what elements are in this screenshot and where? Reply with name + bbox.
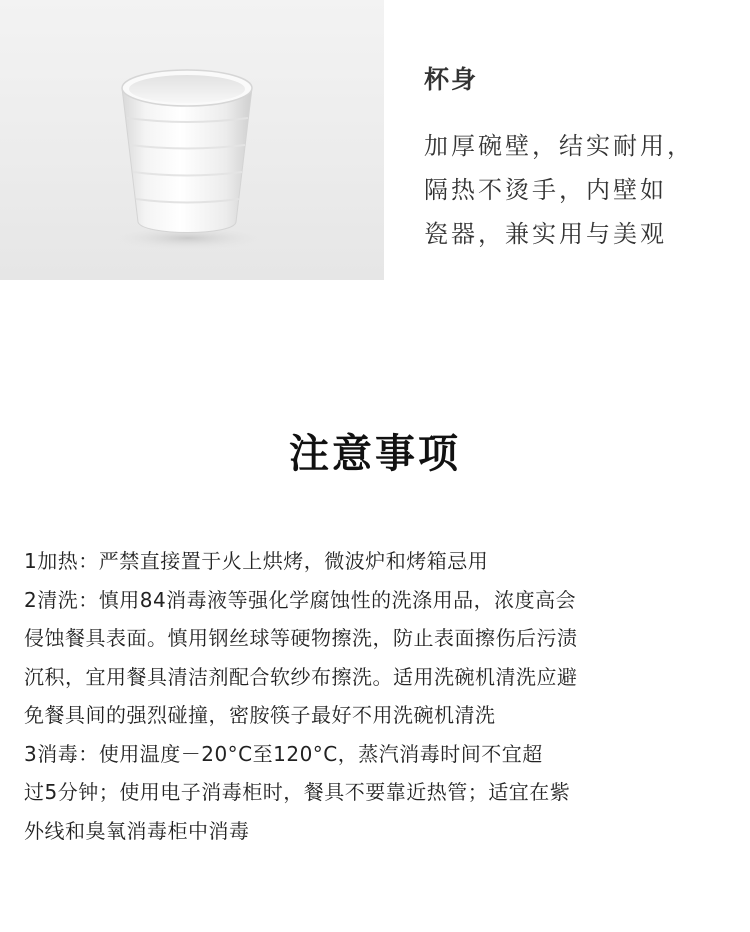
- product-photo: [0, 0, 384, 280]
- notice-line: 1加热：严禁直接置于火上烘烤，微波炉和烤箱忌用: [24, 549, 489, 573]
- notice-line: 侵蚀餐具表面。慎用钢丝球等硬物擦洗，防止表面擦伤后污渍: [24, 626, 578, 650]
- cup-illustration: [0, 0, 384, 280]
- notice-text: [24, 542, 730, 850]
- notice-line: 过5分钟；使用电子消毒柜时，餐具不要靠近热管；适宜在紫: [24, 780, 571, 804]
- notice-line: 免餐具间的强烈碰撞，密胺筷子最好不用洗碗机清洗: [24, 703, 496, 727]
- feature-title: 杯身: [424, 65, 479, 94]
- feature-description: [424, 60, 734, 256]
- notice-line: 3消毒：使用温度－20°C至120°C，蒸汽消毒时间不宜超: [24, 741, 543, 766]
- notice-line: 沉积，宜用餐具清洁剂配合软纱布擦洗。适用洗碗机清洗应避: [24, 664, 578, 689]
- notice-heading: 注意事项: [289, 431, 461, 477]
- notice-line: 2清洗：慎用84消毒液等强化学腐蚀性的洗涤用品，浓度高会: [24, 587, 577, 612]
- feature-line: 隔热不烫手，内壁如: [424, 176, 667, 204]
- notice-line: 外线和臭氧消毒柜中消毒: [24, 818, 250, 843]
- feature-line: 瓷器，兼实用与美观: [424, 220, 667, 248]
- feature-text: [424, 124, 734, 256]
- feature-line: 加厚碗壁，结实耐用，: [424, 132, 694, 160]
